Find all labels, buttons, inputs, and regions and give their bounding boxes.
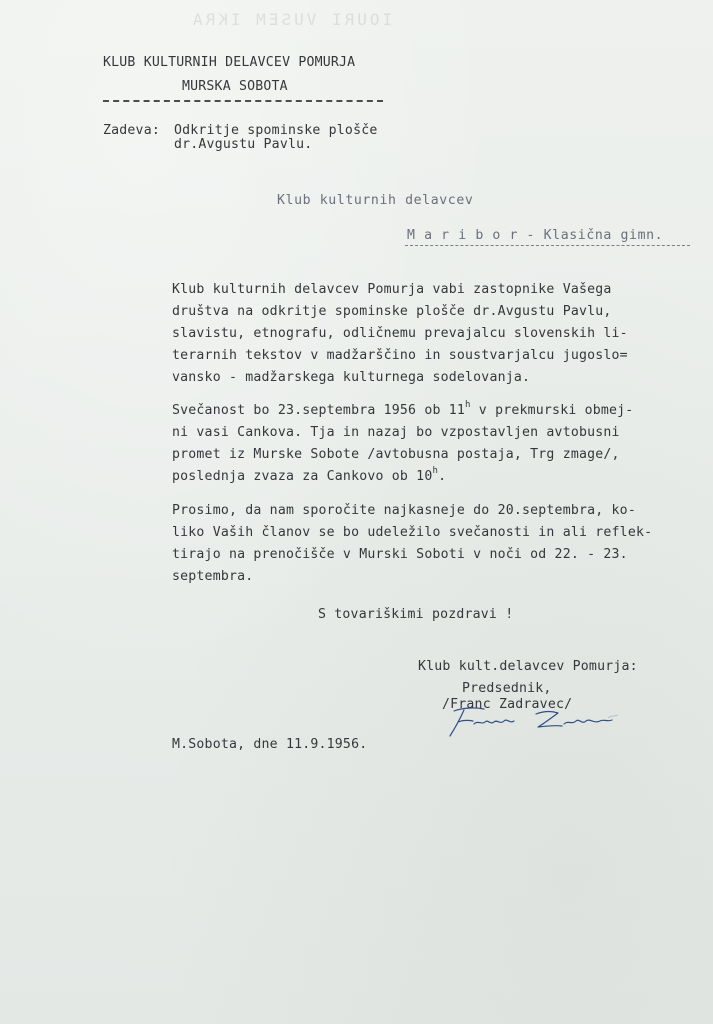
text-run: poslednja zvaza za Cankovo ob 10 (172, 469, 433, 484)
paragraph-line: Klub kulturnih delavcev Pomurja vabi zastopnike Vašega (172, 282, 612, 297)
letterhead-rule (103, 100, 383, 102)
paragraph-line: Prosimo, da nam sporočite najkasneje do 20.septembra, ko- (172, 503, 636, 518)
superscript-hour: h (432, 466, 439, 476)
paragraph-line: društva na odkritje spominske plošče dr.Avgustu Pavlu, (172, 304, 612, 319)
signature-org: Klub kult.delavcev Pomurja: (418, 659, 638, 674)
paragraph-line: terarnih tekstov v madžarščino in soustvarjalcu jugoslo= (172, 348, 628, 363)
signature-title: Predsednik, (462, 681, 552, 696)
paragraph-line: vansko - madžarskega kulturnega sodelovanja. (172, 370, 531, 385)
text-run: v prekmurski obmej- (470, 403, 634, 418)
date-line: M.Sobota, dne 11.9.1956. (172, 737, 368, 752)
subject-label: Zadeva: (103, 123, 160, 138)
letterhead-org: KLUB KULTURNIH DELAVCEV POMURJA (103, 55, 356, 70)
signature-name: /Franc Zadravec/ (442, 697, 573, 712)
recipient-line-1: Klub kulturnih delavcev (277, 193, 474, 208)
paragraph-line: ni vasi Cankova. Tja in nazaj bo vzpostavljen avtobusni (172, 425, 620, 440)
letterhead-city: MURSKA SOBOTA (182, 79, 288, 94)
paragraph-line: septembra. (172, 569, 254, 584)
closing-salutation: S tovariškimi pozdravi ! (318, 607, 514, 622)
subject-line-1: Odkritje spominske plošče (174, 123, 378, 138)
show-through-text: IOURI VUSEM IKRA (190, 10, 393, 29)
paragraph-line: slavistu, etnografu, odličnemu prevajalcu slovenskih li- (172, 326, 628, 341)
recipient-underline (405, 245, 690, 246)
paragraph-line: promet iz Murske Sobote /avtobusna postaja, Trg zmage/, (172, 447, 620, 462)
handwritten-signature-icon (440, 703, 620, 743)
paragraph-line (172, 466, 447, 484)
subject-line-2: dr.Avgustu Pavlu. (174, 137, 313, 152)
recipient-line-2: M a r i b o r - Klasična gimn. (407, 228, 664, 243)
paragraph-line: liko Vaših članov se bo udeležilo svečanosti in ali reflek- (172, 525, 653, 540)
paragraph-line: tirajo na prenočišče v Murski Soboti v noči od 22. - 23. (172, 547, 628, 562)
superscript-hour: h (465, 400, 471, 410)
text-run: . (438, 469, 447, 484)
text-run: Svečanost bo 23.septembra 1956 ob 11 (172, 403, 466, 418)
paragraph-line (172, 400, 634, 418)
